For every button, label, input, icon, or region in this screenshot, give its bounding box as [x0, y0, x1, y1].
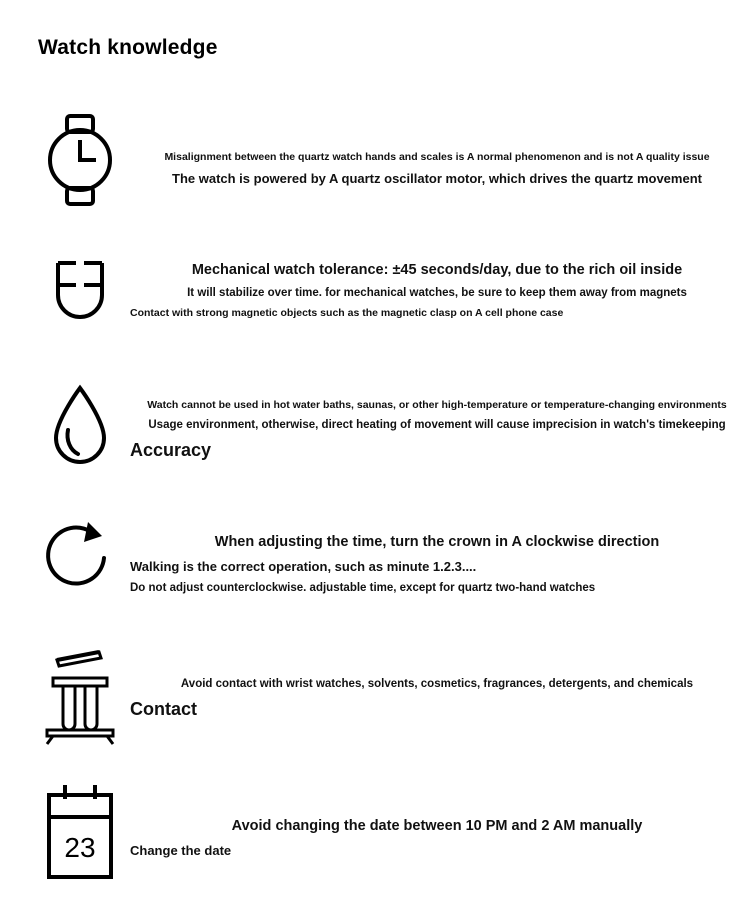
text-line: When adjusting the time, turn the crown in A clockwise direction: [214, 534, 660, 550]
text-line: The watch is powered by A quartz oscillator motor, which drives the quartz movement: [172, 171, 702, 186]
section-text-block: [130, 674, 744, 723]
text-line: Do not adjust counterclockwise. adjustable time, except for quartz two-hand watches: [130, 582, 596, 594]
text-line: Avoid changing the date between 10 PM and 2 AM manually: [231, 818, 643, 834]
text-line: Contact with strong magnetic objects such as the magnetic clasp on A cell phone case: [130, 307, 564, 319]
watch-icon: [36, 110, 124, 210]
water-drop-icon: [36, 380, 124, 472]
calendar-icon: [36, 780, 124, 890]
section-text-block: [130, 396, 744, 464]
section-text-block: [130, 258, 744, 323]
text-line: Mechanical watch tolerance: ±45 seconds/day, due to the rich oil inside: [191, 262, 683, 278]
text-line: Walking is the correct operation, such as minute 1.2.3....: [130, 559, 477, 574]
text-line: Watch cannot be used in hot water baths, saunas, or other high-temperature or temperature-changing environments: [147, 399, 727, 411]
section-heading: Accuracy: [130, 440, 212, 460]
magnet-icon: [36, 252, 124, 332]
text-line: It will stabilize over time. for mechanical watches, be sure to keep them away from magnets: [187, 287, 687, 299]
section-text-block: [130, 814, 744, 862]
text-line: Avoid contact with wrist watches, solvents, cosmetics, fragrances, detergents, and chemicals: [180, 678, 694, 690]
clockwise-arrow-icon: [36, 514, 124, 604]
section-text-block: [130, 148, 744, 190]
page-title: Watch knowledge: [38, 36, 218, 59]
text-line: Usage environment, otherwise, direct heating of movement will cause imprecision in watch's timekeeping: [148, 419, 726, 431]
section-text-block: [130, 530, 744, 599]
text-line: Change the date: [130, 843, 232, 858]
text-line: Misalignment between the quartz watch hands and scales is A normal phenomenon and is not A quality issue: [164, 151, 710, 163]
section-heading: Contact: [130, 699, 197, 719]
test-tubes-icon: [36, 640, 124, 750]
calendar-day-number: 23: [64, 832, 96, 863]
